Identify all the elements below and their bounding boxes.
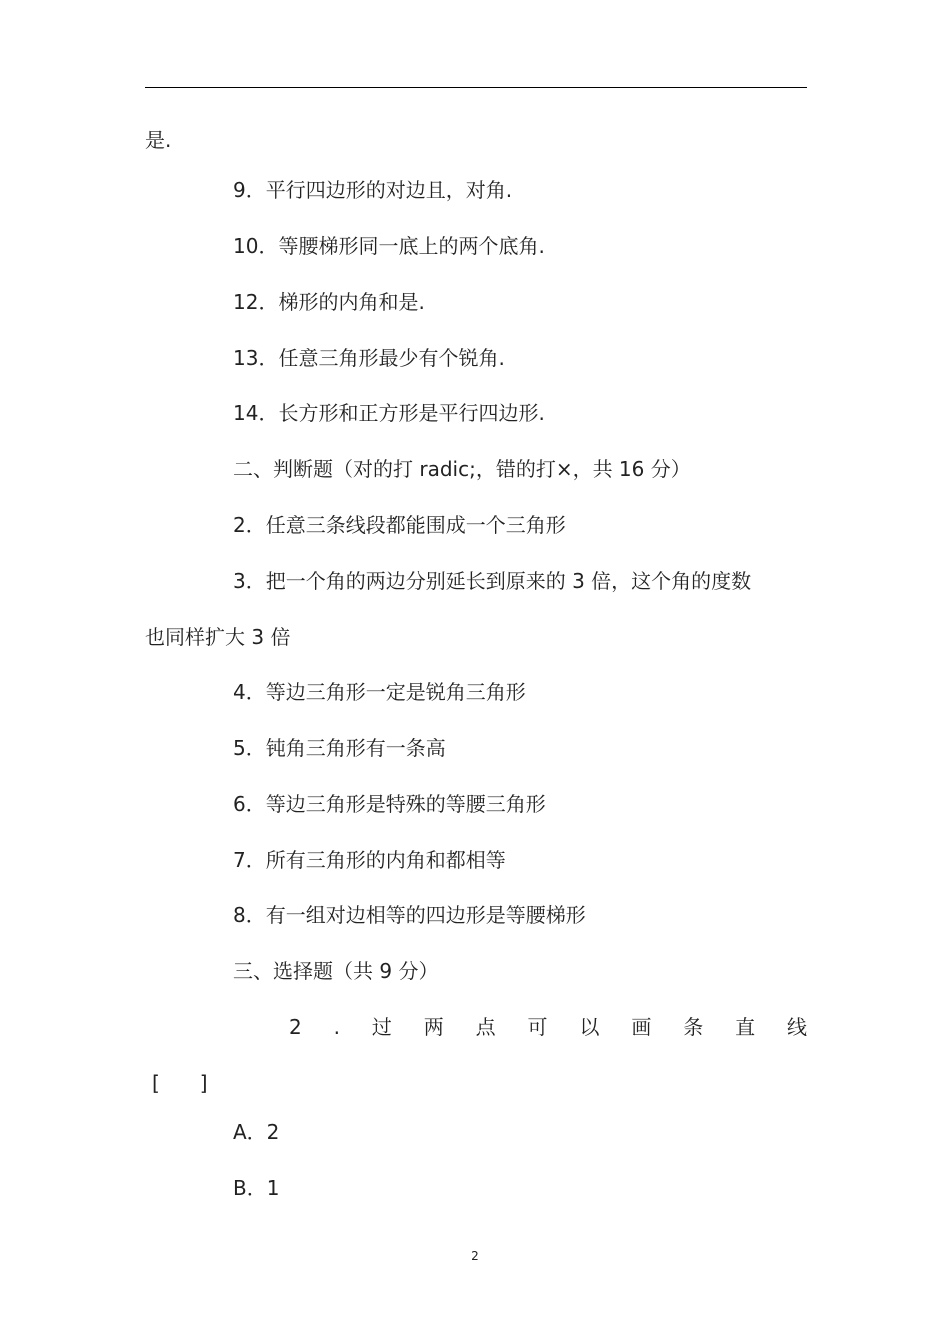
q2-char: 直 xyxy=(735,1015,756,1039)
text-line: 7．所有三角形的内角和都相等 xyxy=(233,848,506,872)
text-line: 10．等腰梯形同一底上的两个底角. xyxy=(233,234,545,258)
header-rule xyxy=(145,87,807,88)
q2-char: 可 xyxy=(527,1015,548,1039)
q2-char: 过 xyxy=(371,1015,392,1039)
text-line: 12．梯形的内角和是. xyxy=(233,290,425,314)
q2-char: 线 xyxy=(787,1015,807,1039)
page-number: 2 xyxy=(471,1249,479,1263)
text-line: 是. xyxy=(145,128,172,152)
text-line: 8．有一组对边相等的四边形是等腰梯形 xyxy=(233,903,586,927)
q2-char: 以 xyxy=(579,1015,600,1039)
q2-char: . xyxy=(333,1015,340,1039)
section-heading: 二、判断题（对的打 radic;，错的打×，共 16 分） xyxy=(233,457,691,481)
option-b: B．1 xyxy=(233,1176,280,1200)
question-2-line xyxy=(289,1015,807,1039)
text-line: 2．任意三条线段都能围成一个三角形 xyxy=(233,513,566,537)
text-line: 4．等边三角形一定是锐角三角形 xyxy=(233,680,526,704)
answer-bracket: [ ] xyxy=(152,1071,208,1095)
q2-char: 画 xyxy=(631,1015,652,1039)
text-line: 3．把一个角的两边分别延长到原来的 3 倍，这个角的度数 xyxy=(233,569,752,593)
q2-char: 条 xyxy=(683,1015,704,1039)
option-a: A．2 xyxy=(233,1120,280,1144)
text-line: 13．任意三角形最少有个锐角. xyxy=(233,346,505,370)
text-line: 也同样扩大 3 倍 xyxy=(145,625,291,649)
text-line: 14．长方形和正方形是平行四边形. xyxy=(233,401,545,425)
section-heading: 三、选择题（共 9 分） xyxy=(233,959,439,983)
q2-char: 2 xyxy=(289,1015,302,1039)
q2-char: 点 xyxy=(475,1015,496,1039)
text-line: 5．钝角三角形有一条高 xyxy=(233,736,446,760)
text-line: 9．平行四边形的对边且，对角. xyxy=(233,178,513,202)
q2-char: 两 xyxy=(423,1015,444,1039)
text-line: 6．等边三角形是特殊的等腰三角形 xyxy=(233,792,546,816)
